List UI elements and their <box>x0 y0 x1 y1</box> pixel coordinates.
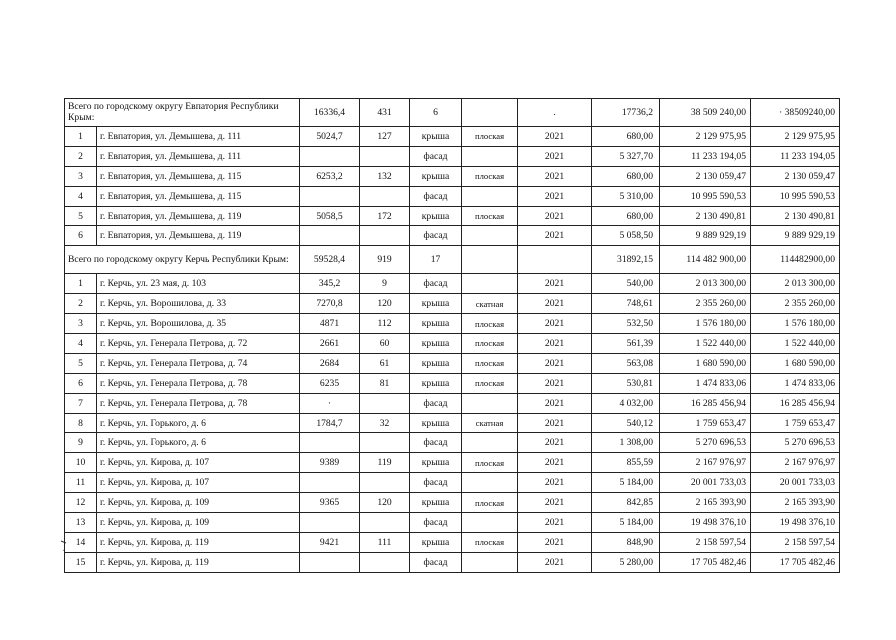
table-row <box>65 453 840 473</box>
summary-title: Всего по городскому округу Евпатория Республики Крым: <box>65 99 300 127</box>
row-sum: 2 013 300,00 <box>660 274 751 294</box>
row-year: 2021 <box>518 166 592 186</box>
row-sum: 2 167 976,97 <box>660 453 751 473</box>
summary-mark: . <box>518 99 592 127</box>
row-number: 10 <box>65 453 97 473</box>
row-sum: 2 158 597,54 <box>660 532 751 552</box>
row-sum: 16 285 456,94 <box>660 393 751 413</box>
row-people: 120 <box>360 294 410 314</box>
row-sum: 1 680 590,00 <box>660 353 751 373</box>
row-area: 6253,2 <box>300 166 360 186</box>
row-address: г. Керчь, ул. Кирова, д. 107 <box>97 453 300 473</box>
row-address: г. Керчь, ул. Генерала Петрова, д. 78 <box>97 393 300 413</box>
row-area <box>300 146 360 166</box>
row-address: г. Евпатория, ул. Демышева, д. 115 <box>97 166 300 186</box>
table-row <box>65 433 840 453</box>
row-number: 2 <box>65 294 97 314</box>
row-people: 60 <box>360 334 410 354</box>
row-unit-cost: 563,08 <box>592 353 660 373</box>
row-total: 9 889 929,19 <box>751 226 840 246</box>
table-row <box>65 166 840 186</box>
row-year: 2021 <box>518 473 592 493</box>
row-total: 2 158 597,54 <box>751 532 840 552</box>
row-people: 61 <box>360 353 410 373</box>
row-total: 2 355 260,00 <box>751 294 840 314</box>
row-address: г. Керчь, ул. Кирова, д. 119 <box>97 532 300 552</box>
summary-cost: 17736,2 <box>592 99 660 127</box>
row-sum: 5 270 696,53 <box>660 433 751 453</box>
table-row <box>65 294 840 314</box>
row-number: 6 <box>65 226 97 246</box>
summary-area: 16336,4 <box>300 99 360 127</box>
row-roof-type: плоская <box>462 334 518 354</box>
row-address: г. Керчь, ул. Ворошилова, д. 35 <box>97 314 300 334</box>
row-total: 19 498 376,10 <box>751 513 840 533</box>
row-unit-cost: 5 280,00 <box>592 552 660 572</box>
row-address: г. Евпатория, ул. Демышева, д. 111 <box>97 127 300 147</box>
row-roof-type <box>462 274 518 294</box>
table-row <box>65 334 840 354</box>
row-year: 2021 <box>518 513 592 533</box>
row-address: г. Евпатория, ул. Демышева, д. 119 <box>97 226 300 246</box>
row-roof-type <box>462 473 518 493</box>
row-area: 9389 <box>300 453 360 473</box>
row-total: 2 130 059,47 <box>751 166 840 186</box>
table-row <box>65 373 840 393</box>
row-total: 10 995 590,53 <box>751 186 840 206</box>
row-number: 4 <box>65 334 97 354</box>
row-people <box>360 146 410 166</box>
summary-count: 17 <box>410 246 462 274</box>
row-year: 2021 <box>518 393 592 413</box>
row-element: крыша <box>410 532 462 552</box>
row-area: · <box>300 393 360 413</box>
row-element: крыша <box>410 334 462 354</box>
row-element: крыша <box>410 166 462 186</box>
row-area: 7270,8 <box>300 294 360 314</box>
row-total: 1 680 590,00 <box>751 353 840 373</box>
row-element: фасад <box>410 513 462 533</box>
row-unit-cost: 855,59 <box>592 453 660 473</box>
row-year: 2021 <box>518 493 592 513</box>
summary-budget: · 38509240,00 <box>751 99 840 127</box>
row-sum: 17 705 482,46 <box>660 552 751 572</box>
row-sum: 1 759 653,47 <box>660 413 751 433</box>
summary-people: 431 <box>360 99 410 127</box>
table-row <box>65 493 840 513</box>
row-address: г. Керчь, ул. Кирова, д. 109 <box>97 513 300 533</box>
row-roof-type: плоская <box>462 127 518 147</box>
row-area: 9365 <box>300 493 360 513</box>
table-row <box>65 393 840 413</box>
row-roof-type: скатная <box>462 294 518 314</box>
row-sum: 2 129 975,95 <box>660 127 751 147</box>
table-row <box>65 226 840 246</box>
table-row <box>65 186 840 206</box>
row-roof-type: плоская <box>462 453 518 473</box>
row-element: фасад <box>410 473 462 493</box>
table-row <box>65 146 840 166</box>
row-unit-cost: 5 184,00 <box>592 513 660 533</box>
row-people: 9 <box>360 274 410 294</box>
summary-sum: 114 482 900,00 <box>660 246 751 274</box>
row-number: 1 <box>65 127 97 147</box>
row-sum: 2 130 059,47 <box>660 166 751 186</box>
row-number: 6 <box>65 373 97 393</box>
summary-row <box>65 246 840 274</box>
row-year: 2021 <box>518 552 592 572</box>
row-area: 5024,7 <box>300 127 360 147</box>
row-roof-type: плоская <box>462 493 518 513</box>
table-row <box>65 206 840 226</box>
row-unit-cost: 561,39 <box>592 334 660 354</box>
row-number: 7 <box>65 393 97 413</box>
row-year: 2021 <box>518 334 592 354</box>
row-element: крыша <box>410 206 462 226</box>
row-element: фасад <box>410 186 462 206</box>
row-number: 11 <box>65 473 97 493</box>
row-total: 20 001 733,03 <box>751 473 840 493</box>
row-area <box>300 433 360 453</box>
row-area <box>300 186 360 206</box>
summary-area: 59528,4 <box>300 246 360 274</box>
row-people <box>360 473 410 493</box>
row-element: крыша <box>410 413 462 433</box>
row-number: 9 <box>65 433 97 453</box>
row-area <box>300 513 360 533</box>
row-roof-type: скатная <box>462 413 518 433</box>
table-body <box>65 99 840 573</box>
row-unit-cost: 1 308,00 <box>592 433 660 453</box>
row-people <box>360 513 410 533</box>
row-people: 111 <box>360 532 410 552</box>
row-number: 12 <box>65 493 97 513</box>
row-element: крыша <box>410 353 462 373</box>
table-row <box>65 413 840 433</box>
row-roof-type: плоская <box>462 166 518 186</box>
row-area: 5058,5 <box>300 206 360 226</box>
row-area <box>300 226 360 246</box>
row-element: крыша <box>410 493 462 513</box>
row-roof-type <box>462 146 518 166</box>
row-people <box>360 433 410 453</box>
row-sum: 2 165 393,90 <box>660 493 751 513</box>
table-row <box>65 274 840 294</box>
row-total: 2 129 975,95 <box>751 127 840 147</box>
row-roof-type: плоская <box>462 353 518 373</box>
row-unit-cost: 680,00 <box>592 206 660 226</box>
summary-empty <box>462 246 518 274</box>
row-number: 1 <box>65 274 97 294</box>
row-address: г. Керчь, ул. Кирова, д. 119 <box>97 552 300 572</box>
row-total: 5 270 696,53 <box>751 433 840 453</box>
row-area: 1784,7 <box>300 413 360 433</box>
row-element: фасад <box>410 274 462 294</box>
row-sum: 2 355 260,00 <box>660 294 751 314</box>
row-total: 1 576 180,00 <box>751 314 840 334</box>
row-sum: 1 474 833,06 <box>660 373 751 393</box>
row-year: 2021 <box>518 453 592 473</box>
row-address: г. Евпатория, ул. Демышева, д. 115 <box>97 186 300 206</box>
row-element: фасад <box>410 393 462 413</box>
table-row <box>65 552 840 572</box>
row-sum: 1 576 180,00 <box>660 314 751 334</box>
row-unit-cost: 540,12 <box>592 413 660 433</box>
row-address: г. Керчь, ул. 23 мая, д. 103 <box>97 274 300 294</box>
row-roof-type <box>462 513 518 533</box>
row-year: 2021 <box>518 274 592 294</box>
summary-people: 919 <box>360 246 410 274</box>
row-people <box>360 393 410 413</box>
row-address: г. Керчь, ул. Ворошилова, д. 33 <box>97 294 300 314</box>
row-unit-cost: 848,90 <box>592 532 660 552</box>
row-unit-cost: 680,00 <box>592 127 660 147</box>
row-year: 2021 <box>518 353 592 373</box>
row-total: 2 130 490,81 <box>751 206 840 226</box>
summary-cost: 31892,15 <box>592 246 660 274</box>
row-people: 112 <box>360 314 410 334</box>
row-people <box>360 226 410 246</box>
row-number: 4 <box>65 186 97 206</box>
row-people: 127 <box>360 127 410 147</box>
summary-budget: 114482900,00 <box>751 246 840 274</box>
row-area: 345,2 <box>300 274 360 294</box>
row-sum: 11 233 194,05 <box>660 146 751 166</box>
row-total: 17 705 482,46 <box>751 552 840 572</box>
row-unit-cost: 540,00 <box>592 274 660 294</box>
row-number: 5 <box>65 206 97 226</box>
row-area: 2684 <box>300 353 360 373</box>
row-unit-cost: 530,81 <box>592 373 660 393</box>
row-address: г. Керчь, ул. Генерала Петрова, д. 74 <box>97 353 300 373</box>
row-sum: 20 001 733,03 <box>660 473 751 493</box>
row-unit-cost: 5 184,00 <box>592 473 660 493</box>
row-total: 11 233 194,05 <box>751 146 840 166</box>
row-sum: 9 889 929,19 <box>660 226 751 246</box>
row-element: фасад <box>410 226 462 246</box>
row-year: 2021 <box>518 532 592 552</box>
row-address: г. Евпатория, ул. Демышева, д. 119 <box>97 206 300 226</box>
row-address: г. Керчь, ул. Генерала Петрова, д. 72 <box>97 334 300 354</box>
row-unit-cost: 532,50 <box>592 314 660 334</box>
row-element: крыша <box>410 453 462 473</box>
summary-empty <box>462 99 518 127</box>
summary-sum: 38 509 240,00 <box>660 99 751 127</box>
row-roof-type <box>462 186 518 206</box>
row-roof-type: плоская <box>462 206 518 226</box>
row-people <box>360 552 410 572</box>
row-people <box>360 186 410 206</box>
row-element: фасад <box>410 146 462 166</box>
row-area: 2661 <box>300 334 360 354</box>
table-row <box>65 513 840 533</box>
row-total: 2 167 976,97 <box>751 453 840 473</box>
row-area <box>300 473 360 493</box>
row-total: 1 522 440,00 <box>751 334 840 354</box>
row-people: 132 <box>360 166 410 186</box>
row-element: фасад <box>410 552 462 572</box>
row-number: 2 <box>65 146 97 166</box>
row-number: 5 <box>65 353 97 373</box>
row-element: крыша <box>410 314 462 334</box>
row-sum: 1 522 440,00 <box>660 334 751 354</box>
row-roof-type <box>462 552 518 572</box>
row-year: 2021 <box>518 226 592 246</box>
row-total: 2 013 300,00 <box>751 274 840 294</box>
row-total: 1 759 653,47 <box>751 413 840 433</box>
row-address: г. Керчь, ул. Кирова, д. 109 <box>97 493 300 513</box>
row-unit-cost: 842,85 <box>592 493 660 513</box>
table-row <box>65 353 840 373</box>
row-sum: 19 498 376,10 <box>660 513 751 533</box>
row-number: 8 <box>65 413 97 433</box>
row-roof-type <box>462 433 518 453</box>
summary-row <box>65 99 840 127</box>
row-element: крыша <box>410 294 462 314</box>
row-number: 13 <box>65 513 97 533</box>
row-people: 32 <box>360 413 410 433</box>
row-element: крыша <box>410 127 462 147</box>
row-year: 2021 <box>518 294 592 314</box>
row-year: 2021 <box>518 206 592 226</box>
row-people: 81 <box>360 373 410 393</box>
table-row <box>65 127 840 147</box>
row-year: 2021 <box>518 413 592 433</box>
row-total: 1 474 833,06 <box>751 373 840 393</box>
row-year: 2021 <box>518 314 592 334</box>
row-total: 2 165 393,90 <box>751 493 840 513</box>
row-unit-cost: 5 058,50 <box>592 226 660 246</box>
row-address: г. Евпатория, ул. Демышева, д. 111 <box>97 146 300 166</box>
row-number: 14 <box>65 532 97 552</box>
row-year: 2021 <box>518 373 592 393</box>
summary-title: Всего по городскому округу Керчь Республики Крым: <box>65 246 300 274</box>
row-people: 119 <box>360 453 410 473</box>
row-address: г. Керчь, ул. Генерала Петрова, д. 78 <box>97 373 300 393</box>
row-roof-type: плоская <box>462 314 518 334</box>
row-unit-cost: 5 327,70 <box>592 146 660 166</box>
row-element: крыша <box>410 373 462 393</box>
row-address: г. Керчь, ул. Горького, д. 6 <box>97 433 300 453</box>
row-total: 16 285 456,94 <box>751 393 840 413</box>
row-year: 2021 <box>518 433 592 453</box>
row-number: 3 <box>65 166 97 186</box>
row-area <box>300 552 360 572</box>
row-roof-type <box>462 226 518 246</box>
row-address: г. Керчь, ул. Кирова, д. 107 <box>97 473 300 493</box>
table-row <box>65 532 840 552</box>
table-row <box>65 473 840 493</box>
row-unit-cost: 680,00 <box>592 166 660 186</box>
row-area: 6235 <box>300 373 360 393</box>
row-roof-type: плоская <box>462 532 518 552</box>
row-element: фасад <box>410 433 462 453</box>
row-roof-type <box>462 393 518 413</box>
row-people: 120 <box>360 493 410 513</box>
row-unit-cost: 5 310,00 <box>592 186 660 206</box>
row-area: 9421 <box>300 532 360 552</box>
row-number: 15 <box>65 552 97 572</box>
summary-mark <box>518 246 592 274</box>
row-roof-type: плоская <box>462 373 518 393</box>
row-area: 4871 <box>300 314 360 334</box>
repair-program-table <box>64 98 840 573</box>
row-year: 2021 <box>518 146 592 166</box>
row-year: 2021 <box>518 127 592 147</box>
row-sum: 10 995 590,53 <box>660 186 751 206</box>
row-people: 172 <box>360 206 410 226</box>
row-unit-cost: 748,61 <box>592 294 660 314</box>
row-unit-cost: 4 032,00 <box>592 393 660 413</box>
row-year: 2021 <box>518 186 592 206</box>
summary-count: 6 <box>410 99 462 127</box>
row-address: г. Керчь, ул. Горького, д. 6 <box>97 413 300 433</box>
table-row <box>65 314 840 334</box>
row-sum: 2 130 490,81 <box>660 206 751 226</box>
row-number: 3 <box>65 314 97 334</box>
